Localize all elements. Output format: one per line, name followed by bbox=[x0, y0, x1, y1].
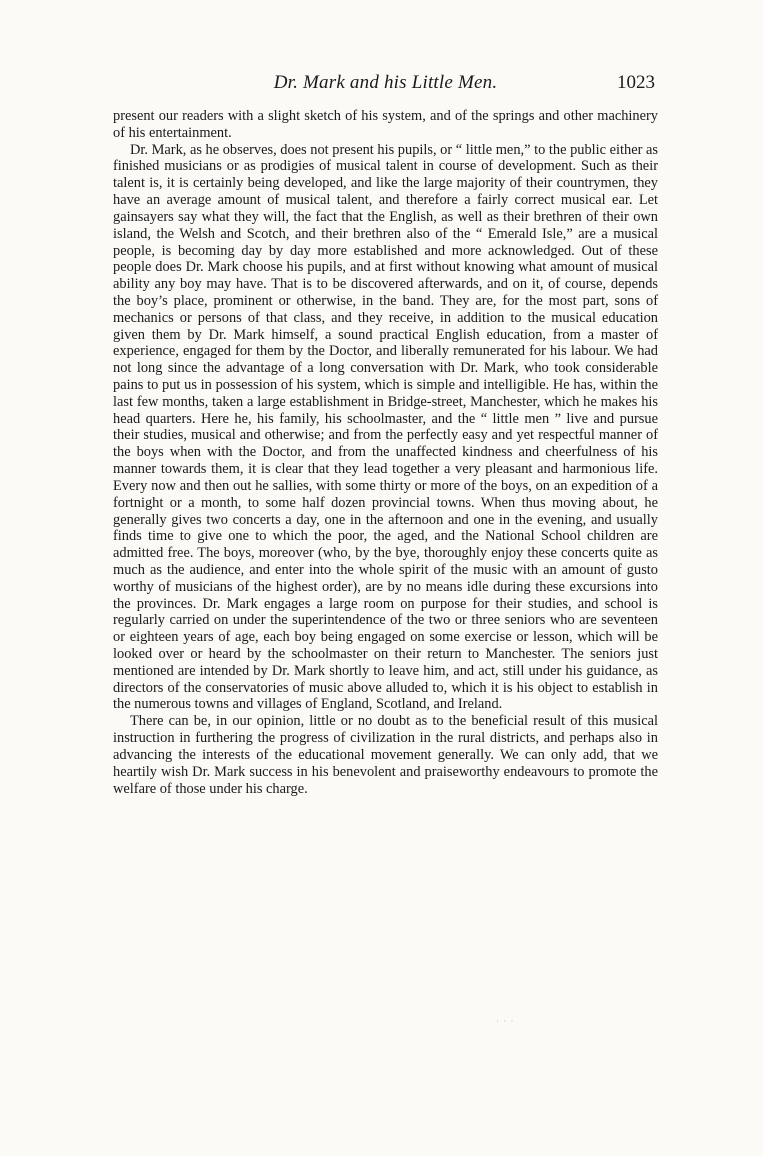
paragraph-conclusion: There can be, in our opinion, little or no doubt as to the beneficial result of this musical instruction in furthering the progress of civilization in the rural districts, and perhaps also in advancing the interests of the educational movement generally. We can only add, that we heartily wish Dr. Mark success in his benevolent and praiseworthy endeavours to promote the welfare of those under his charge. bbox=[113, 713, 658, 797]
printing-specks: · · · bbox=[496, 1016, 515, 1026]
body-text bbox=[113, 108, 658, 797]
paragraph-continuation: present our readers with a slight sketch of his system, and of the springs and other machinery of his entertainment. bbox=[113, 108, 658, 141]
paragraph-dr-mark-system: Dr. Mark, as he observes, does not present his pupils, or “ little men,” to the public either as finished musicians or as prodigies of musical talent in course of development. Such as their talent is, it is certainly being developed, and like the large majority of their countrymen, they have an average amount of musical talent, and therefore a fairly correct musical ear. Let gainsayers say what they will, the fact that the English, as well as their brethren of their own island, the Welsh and Scotch, and their brethren also of the “ Emerald Isle,” are a musical people, is becoming day by day more established and more acknowledged. Out of these people does Dr. Mark choose his pupils, and at first without knowing what amount of musical ability any boy may have. That is to be discovered afterwards, and on it, of course, depends the boy’s place, prominent or otherwise, in the band. They are, for the most part, sons of mechanics or persons of that class, and they receive, in addition to the musical education given them by Dr. Mark himself, a sound practical English education, from a master of experience, engaged for them by the Doctor, and liberally remunerated for his labour. We had not long since the advantage of a long conversation with Dr. Mark, who took considerable pains to put us in possession of his system, which is simple and intelligible. He has, within the last few months, taken a large establishment in Bridge-street, Manchester, which he makes his head quarters. Here he, his family, his schoolmaster, and the “ little men ” live and pursue their studies, musical and otherwise; and from the perfectly easy and yet respectful manner of the boys when with the Doctor, and from the unaffected kindness and cheerfulness of his manner towards them, it is clear that they lead together a very pleasant and harmonious life. Every now and then out he sallies, with some thirty or more of the boys, on an expedition of a fortnight or a month, to some half dozen provincial towns. When thus moving about, he generally gives two concerts a day, one in the afternoon and one in the evening, and usually finds time to give one to which the poor, the aged, and the National School children are admitted free. The boys, moreover (who, by the bye, thoroughly enjoy these concerts quite as much as the audience, and enter into the whole spirit of the music with an amount of gusto worthy of musicians of the highest order), are by no means idle during these excursions into the provinces. Dr. Mark engages a large room on purpose for their studies, and school is regularly carried on under the superintendence of the two or three seniors who are seventeen or eighteen years of age, each boy being engaged on some exercise or lesson, which will be looked over or heard by the schoolmaster on their return to Manchester. The seniors just mentioned are intended by Dr. Mark shortly to leave him, and act, still under his guidance, as directors of the conservatories of music above alluded to, which it is his object to establish in the numerous towns and villages of England, Scotland, and Ireland. bbox=[113, 141, 658, 713]
running-head bbox=[113, 70, 658, 100]
running-title: Dr. Mark and his Little Men. bbox=[273, 72, 498, 93]
page-number: 1023 bbox=[617, 72, 655, 93]
